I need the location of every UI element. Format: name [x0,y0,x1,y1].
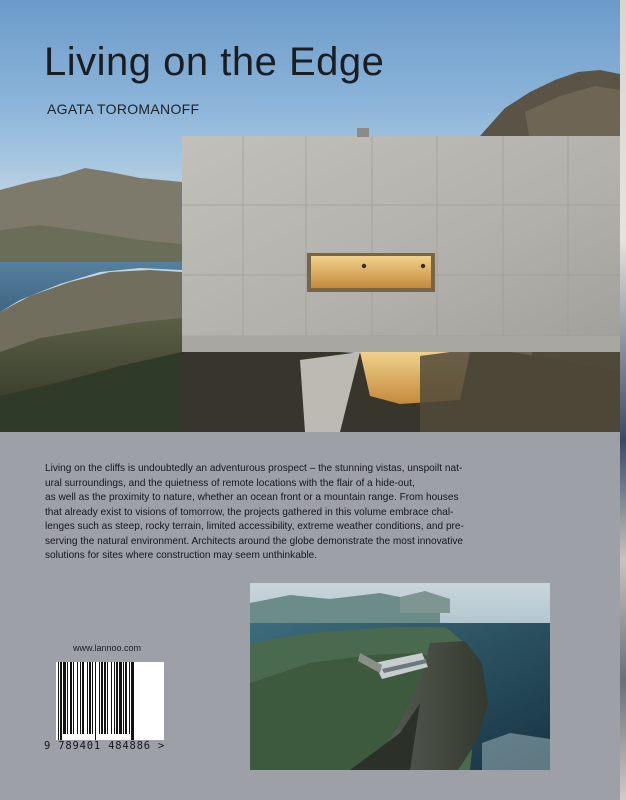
book-title: Living on the Edge [44,40,385,84]
barcode [56,662,164,740]
blurb-line: as well as the proximity to nature, whether an ocean front or a mountain range. From houses [45,492,459,503]
isbn-number: 9 789401 484886 > [44,740,166,752]
blurb-line: lenges such as steep, rocky terrain, limited accessibility, extreme weather conditions, and pre- [45,521,464,532]
blurb-line: ural surroundings, and the quietness of remote locations with the flair of a hide-out, [45,477,415,489]
cliff-house-rendering [250,583,550,770]
blurb-line: Living on the cliffs is undoubtedly an adventurous prospect – the stunning vistas, unspoilt nat- [45,463,463,474]
author-name: AGATA TOROMANOFF [47,101,200,117]
blurb-line: solutions for sites where construction may seem unthinkable. [45,550,318,561]
adjacent-book-spines [620,0,626,800]
blurb-line: serving the natural environment. Architects around the globe demonstrate the most innovative [45,535,464,547]
blurb-text [45,462,555,564]
publisher-website: www.lannoo.com [73,643,142,653]
rendering-illustration [250,583,550,770]
blurb-line: that already exist to visions of tomorrow, the projects gathered in this volume embrace chal- [45,506,454,518]
